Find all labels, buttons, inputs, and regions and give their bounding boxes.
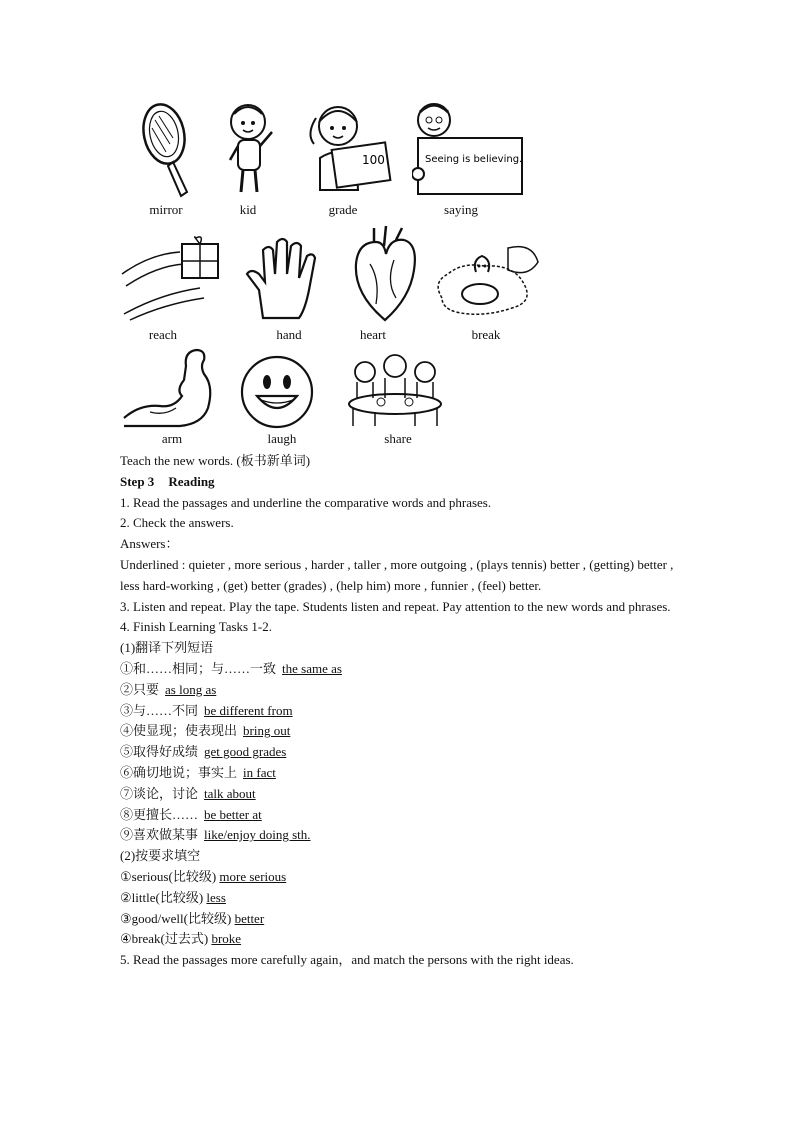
phrase-row bbox=[120, 805, 680, 826]
caption-share: share bbox=[384, 431, 412, 446]
phrase-answer: as long as bbox=[165, 681, 217, 697]
fill-prompt: ④break(过去式) bbox=[120, 931, 209, 947]
caption-heart: heart bbox=[360, 327, 386, 342]
caption-arm: arm bbox=[161, 431, 183, 446]
fill-answer: better bbox=[234, 910, 265, 926]
item-5: 5. Read the passages more carefully again，and match the persons with the right ideas. bbox=[120, 952, 574, 968]
caption-laugh: laugh bbox=[267, 431, 297, 446]
phrase-row bbox=[120, 784, 680, 805]
caption-saying: saying bbox=[444, 202, 478, 217]
fill-row bbox=[120, 929, 680, 950]
fill-answer: broke bbox=[211, 931, 242, 947]
item-2: 2. Check the answers. bbox=[120, 515, 234, 531]
fill-row bbox=[120, 888, 680, 909]
reach-icon bbox=[120, 234, 230, 322]
kid-icon bbox=[222, 98, 282, 198]
phrase-answer: talk about bbox=[204, 785, 256, 801]
saying-sign-text: Seeing is believing. bbox=[425, 154, 523, 165]
caption-reach: reach bbox=[148, 327, 178, 342]
phrase-prompt: ⑥确切地说；事实上 bbox=[120, 764, 238, 780]
lesson-text bbox=[120, 451, 680, 971]
saying-icon bbox=[412, 98, 524, 196]
phrase-prompt: ③与……不同 bbox=[120, 702, 199, 718]
caption-kid: kid bbox=[239, 202, 257, 217]
fill-prompt: ③good/well(比较级) bbox=[120, 910, 232, 926]
step3-title: Reading bbox=[168, 473, 215, 489]
phrase-prompt: ④使显现；使表现出 bbox=[120, 723, 238, 739]
grade-icon bbox=[300, 98, 395, 196]
step3-label: Step 3 bbox=[120, 473, 155, 489]
heart-icon bbox=[350, 224, 420, 324]
share-icon bbox=[345, 352, 445, 428]
phrase-row bbox=[120, 742, 680, 763]
laugh-icon bbox=[239, 354, 315, 430]
phrase-prompt: ⑦谈论，讨论 bbox=[120, 785, 199, 801]
phrase-answer: in fact bbox=[243, 764, 276, 780]
phrase-prompt: ②只要 bbox=[120, 681, 160, 697]
caption-hand: hand bbox=[276, 327, 302, 342]
phrase-answer: the same as bbox=[282, 660, 342, 676]
phrase-answer: get good grades bbox=[204, 744, 287, 760]
phrase-row bbox=[120, 701, 680, 722]
fill-prompt: ①serious(比较级) bbox=[120, 868, 217, 884]
fill-answer: more serious bbox=[219, 868, 287, 884]
phrase-prompt: ⑨喜欢做某事 bbox=[120, 827, 199, 843]
item-4: 4. Finish Learning Tasks 1-2. bbox=[120, 619, 272, 635]
underlined-answers: Underlined : quieter , more serious , harder , taller , more outgoing , (plays tennis) better , (getting) better , less hard-working , (get) better (grades) , (help him) more , funnier , (feel) better. bbox=[120, 556, 674, 593]
phrase-prompt: ⑧更擅长…… bbox=[120, 806, 199, 822]
step3-heading bbox=[120, 472, 680, 493]
mirror-icon bbox=[140, 100, 195, 198]
caption-break: break bbox=[471, 327, 501, 342]
phrase-answer: be better at bbox=[204, 806, 262, 822]
item-1: 1. Read the passages and underline the comparative words and phrases. bbox=[120, 494, 492, 510]
phrase-prompt: ⑤取得好成绩 bbox=[120, 744, 199, 760]
phrase-row bbox=[120, 659, 680, 680]
caption-grade: grade bbox=[328, 202, 358, 217]
grade-paper-text: 100 bbox=[362, 153, 385, 167]
teach-line: Teach the new words. (板书新单词) bbox=[120, 453, 311, 468]
fill-row bbox=[120, 909, 680, 930]
phrase-row bbox=[120, 680, 680, 701]
caption-mirror: mirror bbox=[149, 202, 183, 217]
phrase-row bbox=[120, 763, 680, 784]
hand-icon bbox=[243, 234, 335, 322]
fill-answer: less bbox=[206, 889, 226, 905]
phrase-answer: be different from bbox=[204, 702, 293, 718]
task1-title: (1)翻译下列短语 bbox=[120, 640, 214, 656]
item-3: 3. Listen and repeat. Play the tape. Students listen and repeat. Pay attention to the new words and phrases. bbox=[120, 598, 671, 614]
break-icon bbox=[432, 238, 542, 322]
phrase-answer: like/enjoy doing sth. bbox=[204, 827, 311, 843]
phrase-row bbox=[120, 721, 680, 742]
arm-icon bbox=[120, 346, 216, 428]
fill-row bbox=[120, 867, 680, 888]
task2-title: (2)按要求填空 bbox=[120, 848, 201, 864]
answers-label: Answers： bbox=[120, 536, 179, 552]
phrase-answer: bring out bbox=[243, 723, 291, 739]
phrase-row bbox=[120, 825, 680, 846]
phrase-prompt: ①和……相同；与……一致 bbox=[120, 660, 277, 676]
fill-prompt: ②little(比较级) bbox=[120, 889, 204, 905]
